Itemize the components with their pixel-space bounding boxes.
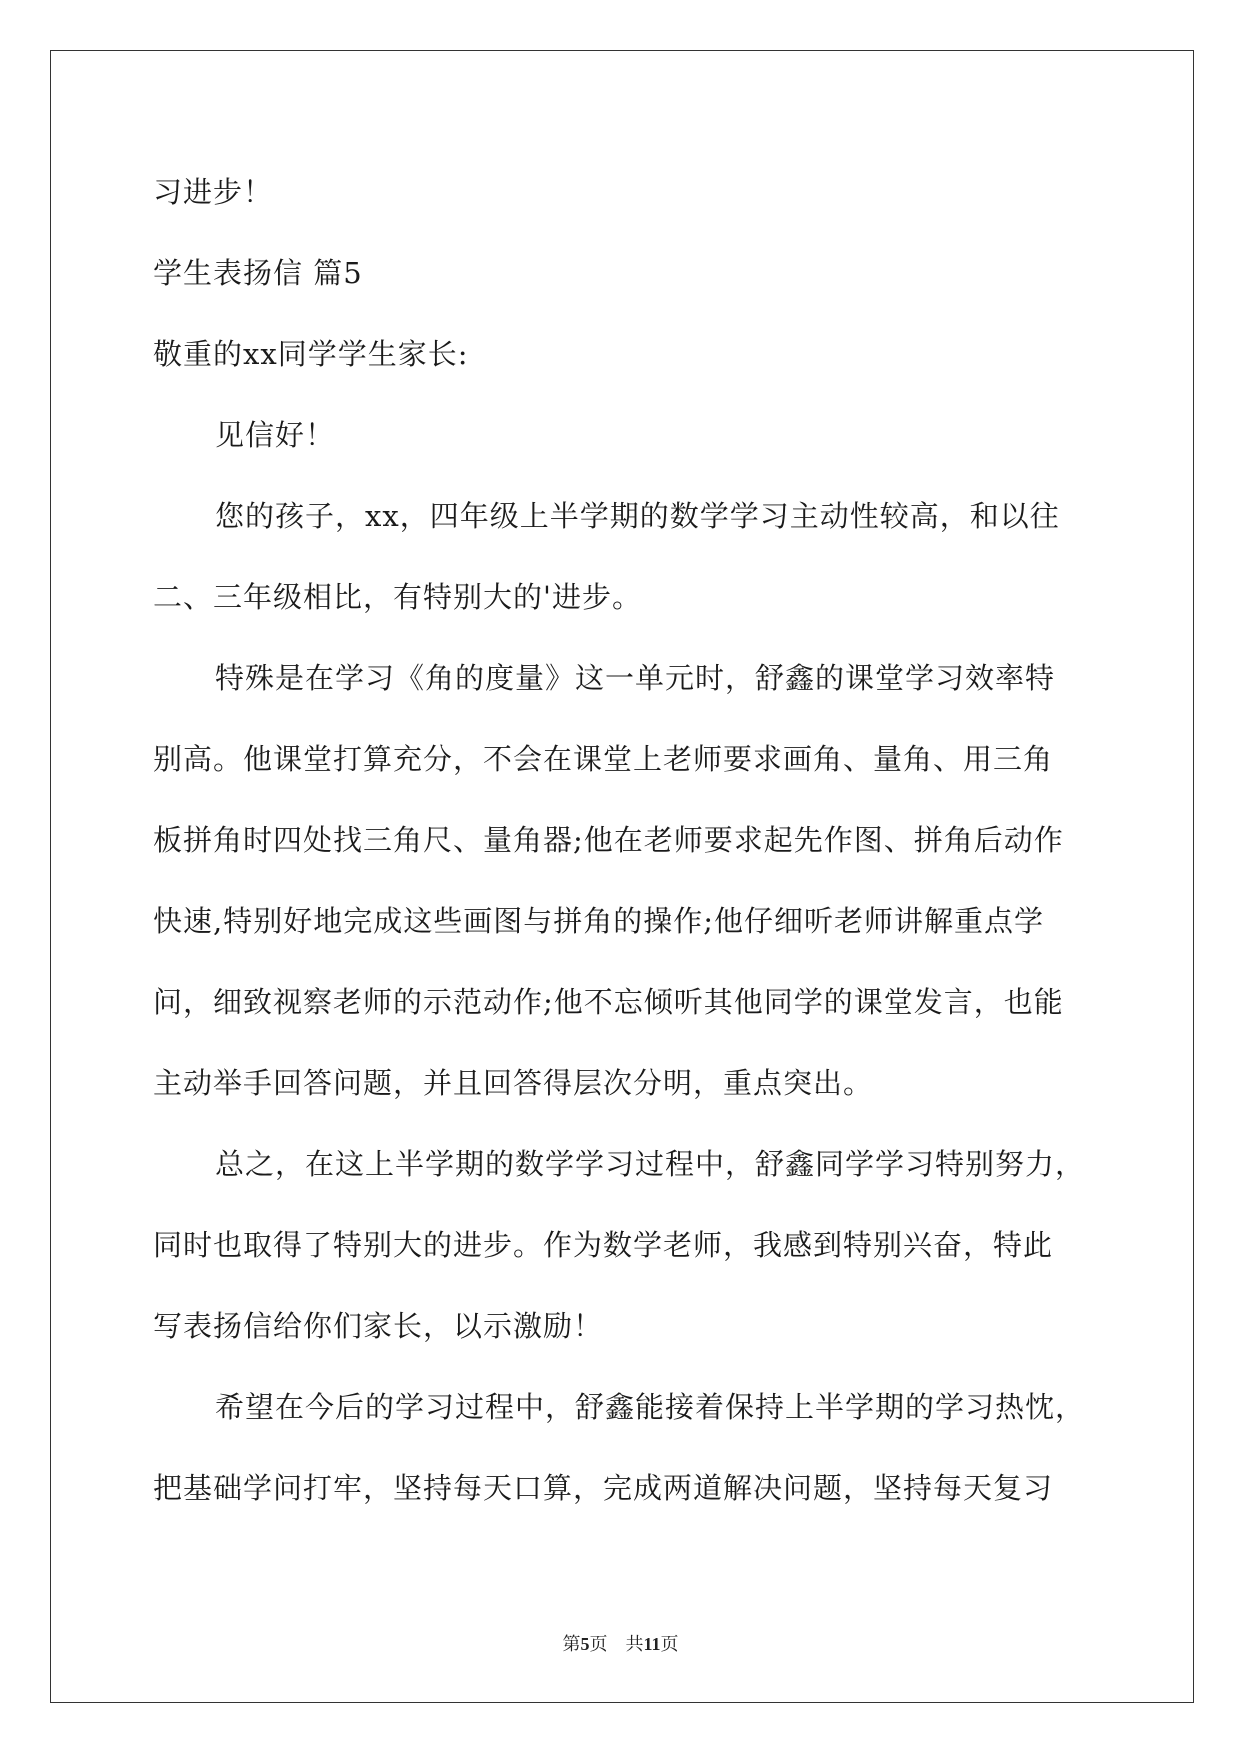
page-prefix: 第: [562, 1634, 581, 1655]
text-line-5: 您的孩子，xx，四年级上半学期的数学学习主动性较高，和以往: [215, 499, 1060, 533]
text-line-15: 写表扬信给你们家长，以示激励！: [153, 1309, 604, 1343]
text-line-13: 总之，在这上半学期的数学学习过程中，舒鑫同学学习特别努力，: [215, 1147, 1086, 1181]
text-line-17: 把基础学问打牢，坚持每天口算，完成两道解决问题，坚持每天复习: [153, 1471, 1054, 1505]
text-line-1: 习进步！: [153, 175, 274, 209]
text-line-14: 同时也取得了特别大的进步。作为数学老师，我感到特别兴奋，特此: [153, 1228, 1054, 1262]
text-line-16: 希望在今后的学习过程中，舒鑫能接着保持上半学期的学习热忱，: [215, 1390, 1086, 1424]
text-line-8: 别高。他课堂打算充分，不会在课堂上老师要求画角、量角、用三角: [153, 742, 1054, 776]
total-prefix: 共: [625, 1634, 644, 1655]
page-unit: 页: [589, 1634, 608, 1655]
document-body: [153, 168, 1093, 1545]
total-unit: 页: [660, 1634, 679, 1655]
text-line-6: 二、三年级相比，有特别大的'进步。: [153, 580, 642, 614]
section-heading: 学生表扬信 篇5: [153, 256, 363, 290]
text-line-7: 特殊是在学习《角的度量》这一单元时，舒鑫的课堂学习效率特: [215, 661, 1056, 695]
salutation: 敬重的xx同学学生家长:: [153, 337, 469, 371]
page-current: 5: [580, 1634, 590, 1654]
text-line-9: 板拼角时四处找三角尺、量角器;他在老师要求起先作图、拼角后动作: [153, 823, 1064, 857]
text-line-11: 问，细致视察老师的示范动作;他不忘倾听其他同学的课堂发言，也能: [153, 985, 1064, 1019]
page-total: 11: [643, 1634, 661, 1654]
text-line-10: 快速,特别好地完成这些画图与拼角的操作;他仔细听老师讲解重点学: [153, 904, 1044, 938]
text-line-12: 主动举手回答问题，并且回答得层次分明，重点突出。: [153, 1066, 874, 1100]
page-footer: [0, 1632, 1241, 1657]
greeting: 见信好！: [215, 418, 336, 452]
